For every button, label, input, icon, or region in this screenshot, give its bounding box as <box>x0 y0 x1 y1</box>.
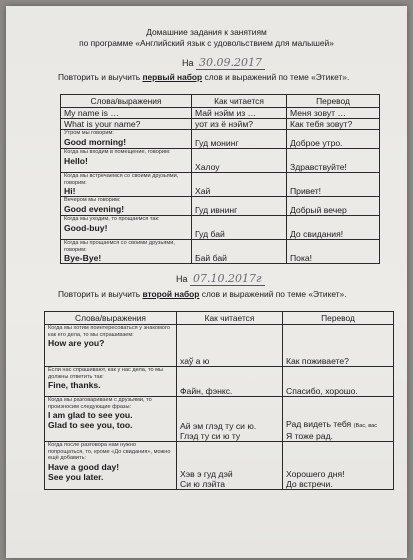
english-phrase: How are you? <box>48 338 105 349</box>
reading-text: Гуд бай <box>195 229 225 240</box>
lesson2-table <box>44 311 394 490</box>
reading-text: Ай эм глэд ту си ю. <box>180 421 257 431</box>
lesson1-table <box>60 94 380 264</box>
lesson2-instruction <box>58 289 364 300</box>
lesson1-instruction <box>58 72 364 83</box>
table-row <box>61 240 380 264</box>
reading-cell <box>192 173 287 197</box>
table-row <box>61 216 380 240</box>
reading-text: Хэв э гуд дэй <box>180 469 233 479</box>
english-phrase: Hello! <box>64 155 88 166</box>
table-row <box>61 173 380 197</box>
table-row <box>61 119 380 130</box>
reading-cell <box>177 442 283 490</box>
phrase-cell <box>45 367 177 397</box>
phrase-cell <box>61 197 192 216</box>
reading-text: Гуд ивнинг <box>195 205 238 216</box>
phrase-cell <box>61 130 192 149</box>
usage-note: Если нас спрашивают, как у нас дела, то мы должны ответить так: <box>48 367 164 380</box>
reading-text: Гуд монинг <box>195 138 239 148</box>
translation-cell <box>287 216 380 240</box>
reading-cell <box>192 240 287 264</box>
table-row <box>45 442 394 490</box>
reading-cell <box>192 216 287 240</box>
lesson1-date-line <box>182 56 265 70</box>
translation-text: Спасибо, хорошо. <box>286 386 358 396</box>
english-phrase: Good-buy! <box>64 222 108 233</box>
usage-note: Когда после разговора нам нужно попрощаться, то, кроме «До свидания», можно ещё добавить: <box>48 442 171 462</box>
translation-cell <box>283 397 394 442</box>
translation-cell <box>287 173 380 197</box>
table-row <box>61 149 380 173</box>
translation-cell <box>283 367 394 397</box>
translation-text: Привет! <box>290 186 322 197</box>
translation-cell <box>287 119 380 130</box>
translation-line <box>286 469 390 479</box>
reading-text: Файн, фэнкс. <box>180 386 233 396</box>
lesson2-col-phrases: Слова/выражения <box>45 312 177 325</box>
phrase-cell <box>61 149 192 173</box>
lesson2-col-translation: Перевод <box>283 312 394 325</box>
reading-cell <box>177 367 283 397</box>
usage-note: Утром мы говорим: <box>64 130 114 136</box>
phrase-cell <box>61 240 192 264</box>
lesson2-date-prefix: На <box>176 274 188 284</box>
reading-cell <box>177 325 283 367</box>
table-row <box>45 325 394 367</box>
translation-text: До свидания! <box>290 229 344 240</box>
translation-text: До встречи. <box>286 479 333 489</box>
sheet-subtitle: по программе «Английский язык с удовольствием для малышей» <box>79 38 334 48</box>
translation-cell <box>283 325 394 367</box>
lesson2-instruction-pre: Повторить и выучить <box>58 289 141 299</box>
translation-cell <box>287 130 380 149</box>
table-row <box>61 130 380 149</box>
translation-cell <box>287 197 380 216</box>
lesson2-instruction-post: слов и выражений по теме «Этикет». <box>201 289 347 299</box>
translation-text: Пока! <box>290 253 313 264</box>
english-phrase: Glad to see you, too. <box>48 420 133 431</box>
phrase-cell <box>61 108 192 119</box>
phrase-cell <box>61 119 192 130</box>
translation-line <box>286 356 390 366</box>
reading-text: Хай <box>195 186 211 197</box>
table-row <box>45 367 394 397</box>
phrase-cell <box>61 216 192 240</box>
translation-cell <box>287 240 380 264</box>
table-row <box>61 197 380 216</box>
english-phrase: Bye-Bye! <box>64 253 102 264</box>
lesson1-instruction-bold: первый набор <box>142 72 203 82</box>
sheet-title: Домашние задания к занятиям <box>146 27 267 37</box>
translation-text: Меня зовут … <box>290 108 347 118</box>
translation-text: Как поживаете? <box>286 356 349 366</box>
english-phrase: What is your name? <box>64 119 141 129</box>
phrase-cell <box>45 397 177 442</box>
reading-cell <box>192 119 287 130</box>
table-row <box>61 108 380 119</box>
reading-cell <box>192 149 287 173</box>
english-phrase: Good morning! <box>64 136 127 147</box>
lesson1-date-prefix: На <box>182 58 194 68</box>
usage-note: Когда мы входим в помещение, говорим: <box>64 149 171 155</box>
lesson2-instruction-bold: второй набор <box>142 289 200 299</box>
translation-text: Я тоже рад. <box>286 431 333 441</box>
lesson2-date: 07.10.2017г <box>190 272 265 286</box>
translation-line <box>286 419 390 431</box>
lesson1-col-phrases: Слова/выражения <box>61 95 192 108</box>
translation-text: Добрый вечер <box>290 205 347 216</box>
usage-note: Когда мы прощаемся со своими друзьями, говорим: <box>64 240 175 253</box>
translation-cell <box>287 108 380 119</box>
usage-note: Когда мы уходим, то прощаемся так: <box>64 216 160 223</box>
phrase-cell <box>45 325 177 367</box>
reading-text: хаў а ю <box>180 356 210 366</box>
lesson1-instruction-pre: Повторить и выучить <box>58 72 141 82</box>
english-phrase: My name is … <box>64 108 119 118</box>
translation-line <box>286 386 390 396</box>
translation-cell <box>287 149 380 173</box>
reading-text: уот из ё нэйм? <box>195 119 254 129</box>
translation-text: Доброе утро. <box>290 138 343 148</box>
lesson2-col-reading: Как читается <box>177 312 283 325</box>
english-phrase: Good evening! <box>64 203 125 214</box>
usage-note: Когда мы встречаемся со своими друзьями, говорим: <box>64 173 179 186</box>
lesson1-instruction-post: слов и выражений по теме «Этикет». <box>204 72 350 82</box>
english-phrase: Fine, thanks. <box>48 380 101 391</box>
reading-text: Бай бай <box>195 253 227 264</box>
lesson2-date-line <box>176 272 265 286</box>
english-phrase: I am glad to see you. <box>48 410 133 421</box>
table-row <box>45 397 394 442</box>
translation-text: Здравствуйте! <box>290 162 347 172</box>
reading-text: Халоу <box>195 162 220 172</box>
reading-text: Глэд ту си ю ту <box>180 431 241 441</box>
translation-text: Как тебя зовут? <box>290 119 353 129</box>
english-phrase: Hi! <box>64 186 76 197</box>
homework-sheet <box>6 6 407 558</box>
translation-aside: (Вас, вас <box>353 423 378 429</box>
translation-text: Рад видеть тебя <box>286 419 352 429</box>
english-phrase: See you later. <box>48 471 104 482</box>
reading-cell <box>192 130 287 149</box>
phrase-cell <box>61 173 192 197</box>
usage-note: Вечером мы говорим: <box>64 197 121 204</box>
reading-cell <box>192 108 287 119</box>
reading-text: Си ю лэйта <box>180 479 226 489</box>
lesson1-col-reading: Как читается <box>192 95 287 108</box>
usage-note: Когда мы разговариваем с друзьями, то произносим следующие фразы: <box>48 397 152 410</box>
reading-text: Май нэйм из … <box>195 108 257 118</box>
usage-note: Когда мы хотим поинтересоваться у знакомого как его дела, то мы спрашиваем: <box>48 325 170 338</box>
lesson1-date: 30.09.2017 <box>196 56 265 70</box>
phrase-cell <box>45 442 177 490</box>
translation-text: Хорошего дня! <box>286 469 345 479</box>
reading-cell <box>192 197 287 216</box>
translation-cell <box>283 442 394 490</box>
reading-cell <box>177 397 283 442</box>
english-phrase: Have a good day! <box>48 461 120 472</box>
lesson1-col-translation: Перевод <box>287 95 380 108</box>
